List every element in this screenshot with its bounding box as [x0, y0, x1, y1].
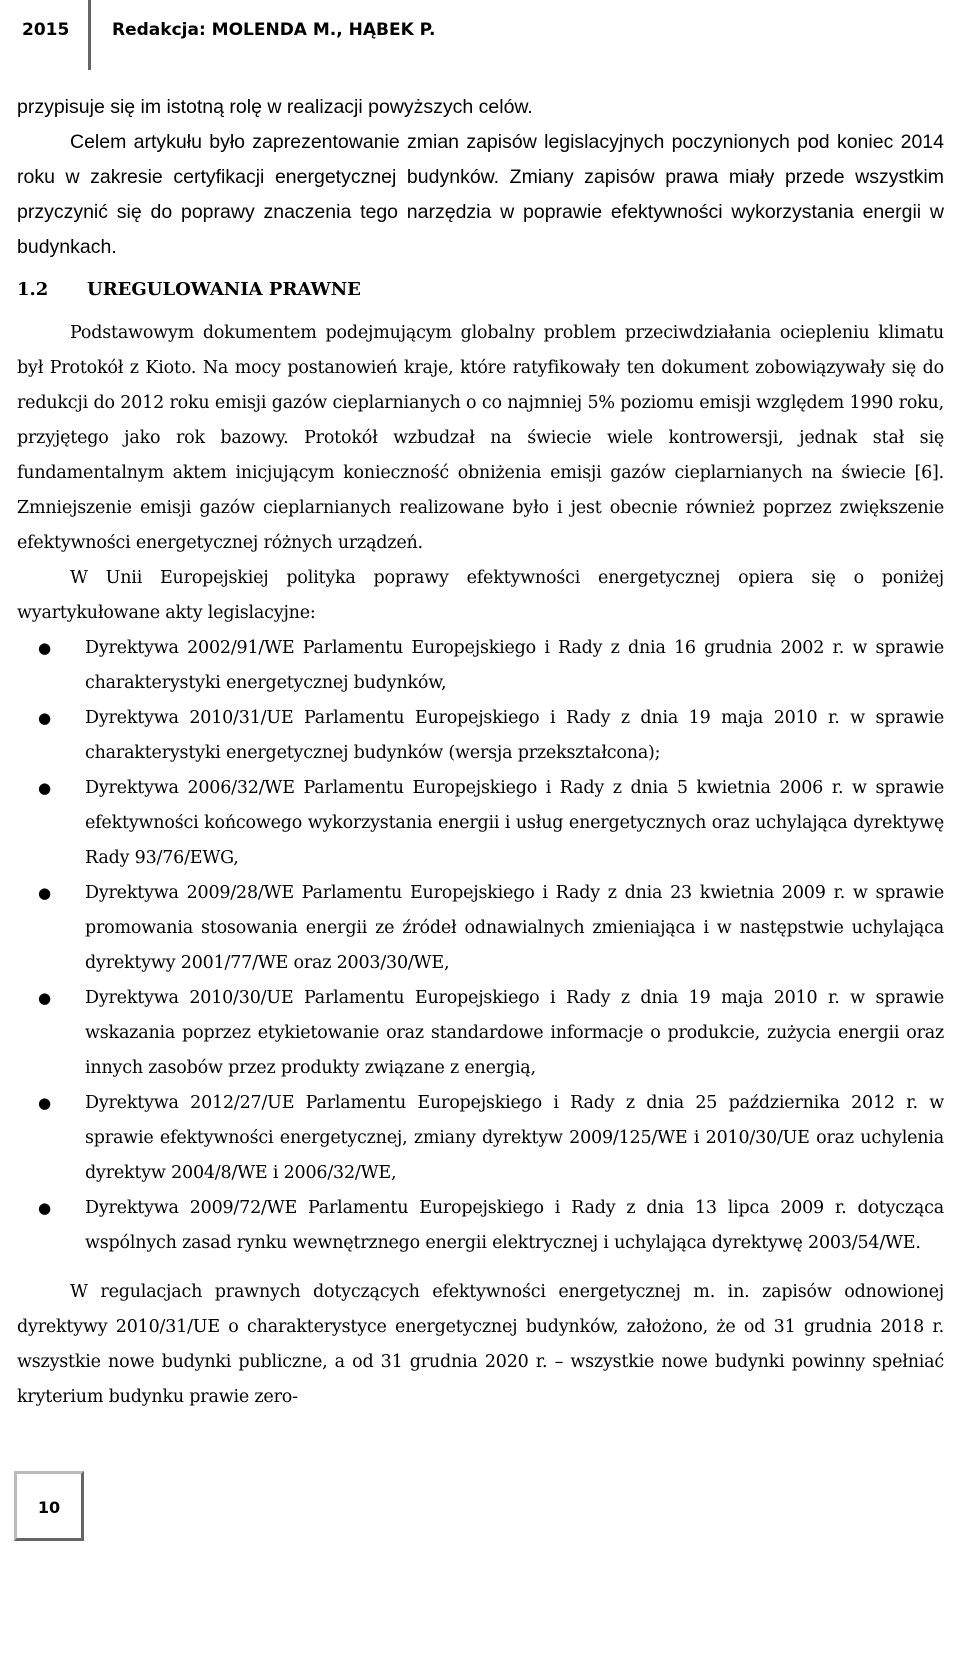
directive-list-item	[17, 631, 944, 701]
eu-policy-paragraph: W Unii Europejskiej polityka poprawy efektywności energetycznej opiera się o poniżej wyartykułowane akty legislacyjne:	[17, 568, 944, 623]
directives-list	[17, 631, 944, 1261]
header-year: 2015	[22, 20, 70, 40]
directive-list-item	[17, 1086, 944, 1191]
intro-goal-paragraph: Celem artykułu było zaprezentowanie zmian zapisów legislacyjnych poczynionych pod koniec 2014 roku w zakresie certyfikacji energetycznej budynków. Zmiany zapisów prawa miały przede wszystkim przyczynić się do poprawy znaczenia tego narzędzia w poprawie efektywności wykorzystania energii w budynkach.	[17, 131, 944, 258]
bullet-icon: ●	[38, 989, 51, 1007]
section-heading	[17, 273, 944, 307]
section-title: UREGULOWANIA PRAWNE	[87, 279, 361, 300]
kyoto-paragraph: Podstawowym dokumentem podejmującym globalny problem przeciwdziałania ociepleniu klimatu był Protokół z Kioto. Na mocy postanowień kraje, które ratyfikowały ten dokument zobowiązywały się do redukcji do 2012 roku emisji gazów cieplarnianych o co najmniej 5% poziomu emisji względem 1990 roku, przyjętego jako rok bazowy. Protokół wzbudzał na świecie wiele kontrowersji, jednak stał się fundamentalnym aktem inicjującym konieczność obniżenia emisji gazów cieplarnianych na świecie [6]. Zmniejszenie emisji gazów cieplarnianych realizowane było i jest obecnie również poprzez zwiększenie efektywności energetycznej różnych urządzeń.	[17, 323, 944, 553]
header-editors: Redakcja: MOLENDA M., HĄBEK P.	[112, 20, 436, 40]
directive-list-item	[17, 876, 944, 981]
directive-list-item	[17, 701, 944, 771]
section-number: 1.2	[17, 279, 49, 300]
bullet-icon: ●	[38, 709, 51, 727]
bullet-icon: ●	[38, 779, 51, 797]
directive-list-item	[17, 771, 944, 876]
bullet-icon: ●	[38, 639, 51, 657]
regulations-paragraph: W regulacjach prawnych dotyczących efektywności energetycznej m. in. zapisów odnowionej dyrektywy 2010/31/UE o charakterystyce energetycznej budynków, założono, że od 31 grudnia 2018 r. wszystkie nowe budynki publiczne, a od 31 grudnia 2020 r. – wszystkie nowe budynki powinny spełniać kryterium budynku prawie zero-	[17, 1282, 944, 1407]
directive-text: Dyrektywa 2006/32/WE Parlamentu Europejskiego i Rady z dnia 5 kwietnia 2006 r. w sprawie efektywności końcowego wykorzystania energii i usług energetycznych oraz uchylająca dyrektywę Rady 93/76/EWG,	[85, 778, 944, 868]
intro-tail-paragraph: przypisuje się im istotną rolę w realizacji powyższych celów.	[17, 96, 533, 118]
page-number: 10	[37, 1498, 61, 1517]
directive-text: Dyrektywa 2009/28/WE Parlamentu Europejskiego i Rady z dnia 23 kwietnia 2009 r. w sprawie promowania stosowania energii ze źródeł odnawialnych zmieniająca i w następstwie uchylająca dyrektywy 2001/77/WE oraz 2003/30/WE,	[85, 883, 944, 973]
directive-text: Dyrektywa 2002/91/WE Parlamentu Europejskiego i Rady z dnia 16 grudnia 2002 r. w sprawie charakterystyki energetycznej budynków,	[85, 638, 944, 693]
directive-list-item	[17, 981, 944, 1086]
directive-text: Dyrektywa 2012/27/UE Parlamentu Europejskiego i Rady z dnia 25 października 2012 r. w sprawie efektywności energetycznej, zmiany dyrektyw 2009/125/WE i 2010/30/UE oraz uchylenia dyrektyw 2004/8/WE i 2006/32/WE,	[85, 1093, 944, 1183]
header-divider	[88, 0, 91, 70]
bullet-icon: ●	[38, 1199, 51, 1217]
page-number-box	[14, 1471, 84, 1541]
directive-text: Dyrektywa 2010/31/UE Parlamentu Europejskiego i Rady z dnia 19 maja 2010 r. w sprawie charakterystyki energetycznej budynków (wersja przekształcona);	[85, 708, 944, 763]
directive-text: Dyrektywa 2010/30/UE Parlamentu Europejskiego i Rady z dnia 19 maja 2010 r. w sprawie wskazania poprzez etykietowanie oraz standardowe informacje o produkcie, zużycia energii oraz innych zasobów przez produkty związane z energią,	[85, 988, 944, 1078]
directive-list-item	[17, 1191, 944, 1261]
bullet-icon: ●	[38, 884, 51, 902]
page-body	[17, 90, 944, 1415]
directive-text: Dyrektywa 2009/72/WE Parlamentu Europejskiego i Rady z dnia 13 lipca 2009 r. dotycząca wspólnych zasad rynku wewnętrznego energii elektrycznej i uchylająca dyrektywę 2003/54/WE.	[85, 1198, 944, 1253]
bullet-icon: ●	[38, 1094, 51, 1112]
